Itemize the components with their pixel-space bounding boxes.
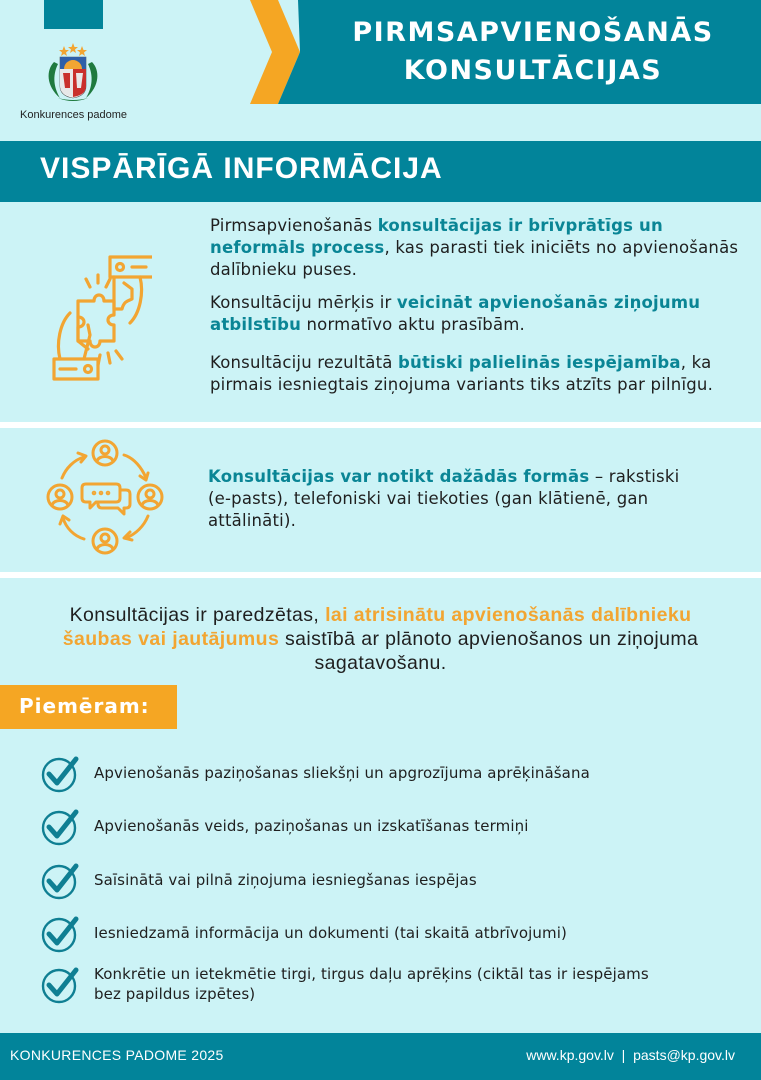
consultation-cycle-icon bbox=[44, 438, 166, 556]
top-accent-square bbox=[44, 0, 103, 29]
list-item bbox=[40, 753, 720, 793]
text: Konsultāciju rezultātā bbox=[210, 353, 398, 372]
organization-name: Konkurences padome bbox=[20, 109, 128, 121]
highlight-text: būtiski palielinās iespējamība bbox=[398, 353, 681, 372]
list-item bbox=[40, 913, 720, 953]
examples-label: Piemēram: bbox=[0, 685, 177, 729]
info-paragraph-2 bbox=[210, 292, 740, 336]
footer-contacts: www.kp.gov.lv | pasts@kp.gov.lv bbox=[526, 1047, 735, 1063]
footer-organization: KONKURENCES PADOME 2025 bbox=[10, 1047, 224, 1063]
highlight-text: veicināt apvienošanās ziņojumu atbilstību bbox=[210, 293, 701, 334]
check-circle-icon bbox=[40, 964, 80, 1004]
title-line-2: KONSULTĀCIJAS bbox=[403, 55, 663, 86]
list-item-text: Konkrētie un ietekmētie tirgi, tirgus daļu aprēķins (ciktāl tas ir iespējams bez papildus izpētes) bbox=[94, 965, 649, 1003]
highlight-text: Konsultācijas var notikt dažādās formās bbox=[208, 467, 590, 486]
text: Pirmsapvienošanās bbox=[210, 216, 378, 235]
list-item-text: Apvienošanās veids, paziņošanas un izskatīšanas termiņi bbox=[94, 817, 529, 835]
check-circle-icon bbox=[40, 913, 80, 953]
text: Konsultācijas ir paredzētas, bbox=[69, 604, 326, 626]
highlight-text: konsultācijas ir brīvprātīgs un neformāls process bbox=[210, 216, 663, 257]
list-item-text: Apvienošanās paziņošanas sliekšņi un apgrozījuma aprēķināšana bbox=[94, 764, 590, 782]
list-item bbox=[40, 964, 720, 1004]
text: Konsultāciju mērķis ir bbox=[210, 293, 397, 312]
text: saistībā ar plānoto apvienošanos un ziņojuma sagatavošanu. bbox=[279, 628, 699, 674]
purpose-statement bbox=[40, 603, 721, 675]
page-title bbox=[305, 14, 761, 90]
info-paragraph-1 bbox=[210, 215, 740, 281]
coat-of-arms-icon bbox=[40, 40, 106, 106]
highlight-text: lai atrisinātu apvienošanās dalībnieku šaubas vai jautājumus bbox=[62, 604, 692, 650]
title-line-1: PIRMSAPVIENOŠANĀS bbox=[352, 17, 714, 48]
list-item bbox=[40, 860, 720, 900]
section-divider bbox=[0, 422, 761, 428]
info-paragraph-4 bbox=[208, 466, 688, 532]
section-divider bbox=[0, 572, 761, 578]
text: – rakstiski (e-pasts), telefoniski vai tiekoties (gan klātienē, gan attālināti). bbox=[208, 467, 680, 530]
check-circle-icon bbox=[40, 860, 80, 900]
info-paragraph-3 bbox=[210, 352, 740, 396]
section-title: VISPĀRĪGĀ INFORMĀCIJA bbox=[40, 152, 443, 185]
text: , kas parasti tiek iniciēts no apvienošanās dalībnieku puses. bbox=[210, 238, 739, 279]
list-item bbox=[40, 806, 720, 846]
text: normatīvo aktu prasībām. bbox=[301, 315, 526, 334]
puzzle-handshake-icon bbox=[52, 253, 152, 385]
check-circle-icon bbox=[40, 753, 80, 793]
text: , ka pirmais iesniegtais ziņojuma variants tiks atzīts par pilnīgu. bbox=[210, 353, 714, 394]
check-circle-icon bbox=[40, 806, 80, 846]
list-item-text: Iesniedzamā informācija un dokumenti (tai skaitā atbrīvojumi) bbox=[94, 924, 567, 942]
list-item-text: Saīsinātā vai pilnā ziņojuma iesniegšanas iespējas bbox=[94, 871, 477, 889]
